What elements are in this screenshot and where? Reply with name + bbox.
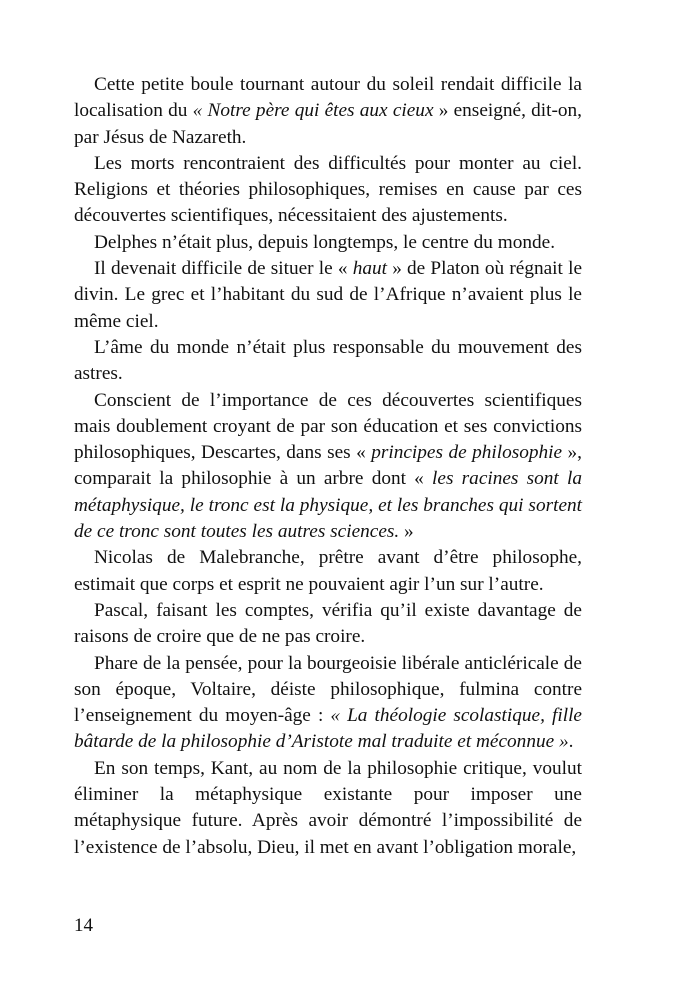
italic-text: les racines sont la métaphysique, le tronc est la physique, et les branches qui sortent de ce tronc sont toutes les autres sciences. [74, 468, 583, 543]
paragraph [74, 335, 582, 388]
text-run: Pascal, faisant les comptes, vérifia qu’il existe davantage de raisons de croire que de ne pas croire. [74, 599, 582, 648]
paragraph [74, 256, 582, 335]
text-run: En son temps, Kant, au nom de la philosophie critique, voulut éliminer la métaphysique existante pour imposer une métaphysique future. Après avoir démontré l’impossibilité de l’existence de l’absolu, Dieu, il met en avant l’obligation morale, [74, 757, 582, 858]
paragraph [74, 151, 582, 230]
text-run: » [399, 521, 414, 543]
paragraph [74, 230, 582, 256]
text-run: Delphes n’était plus, depuis longtemps, le centre du monde. [94, 231, 556, 253]
italic-text: principes de philosophie [371, 442, 563, 464]
text-run: » de Platon où régnait le divin. Le grec et l’habitant du sud de l’Afrique n’avaient plus le même ciel. [74, 258, 583, 332]
text-run: » enseigné, dit-on, par Jésus de Nazareth. [74, 100, 582, 148]
italic-text: « Notre père qui êtes aux cieux [192, 100, 434, 122]
paragraph [74, 545, 582, 598]
text-run: Les morts rencontraient des difficultés pour monter au ciel. Religions et théories philosophiques, remises en cause par ces découvertes scientifiques, nécessitaient des ajustements. [74, 152, 582, 227]
body-text [74, 72, 582, 861]
paragraph [74, 756, 582, 861]
paragraph [74, 388, 582, 546]
paragraph [74, 651, 582, 756]
text-run: Il devenait difficile de situer le « [94, 258, 353, 280]
italic-text: « La théologie scolastique, fille bâtarde de la philosophie d’Aristote mal traduite et méconnue » [74, 705, 582, 753]
text-run: Nicolas de Malebranche, prêtre avant d’être philosophe, estimait que corps et esprit ne pouvaient agir l’un sur l’autre. [74, 547, 582, 595]
text-run: L’âme du monde n’était plus responsable du mouvement des astres. [74, 336, 582, 385]
text-run: Cette petite boule tournant autour du soleil rendait difficile la localisation du [74, 74, 582, 122]
paragraph [74, 72, 582, 151]
text-run: Conscient de l’importance de ces découvertes scientifiques mais doublement croyant de par son éducation et ses convictions philosophiques, Descartes, dans ses « [74, 389, 582, 464]
text-run: », comparait la philosophie à un arbre dont « [74, 442, 583, 490]
text-run: . [568, 731, 574, 753]
text-run: Phare de la pensée, pour la bourgeoisie libérale anticléricale de son époque, Voltaire, déiste philosophique, fulmina contre l’enseignement du moyen-âge : [74, 652, 582, 727]
italic-text: haut [352, 258, 387, 280]
page-number: 14 [74, 915, 93, 936]
paragraph [74, 598, 582, 651]
